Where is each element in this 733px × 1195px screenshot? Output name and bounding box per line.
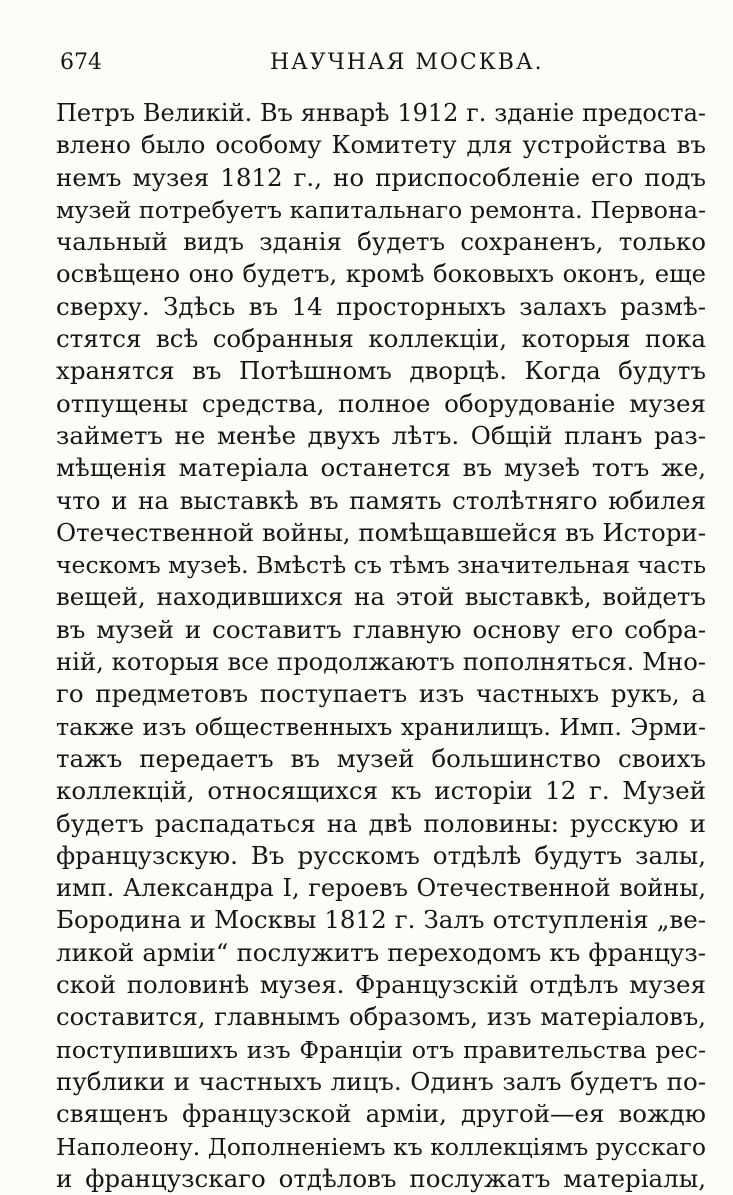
text-line: Бородина и Москвы 1812 г. Залъ отступленія „ве- [56, 905, 706, 935]
text-line: имп. Александра I, героевъ Отечественной войны, [56, 874, 706, 903]
text-line: ской половинѣ музея. Французскій отдѣлъ музея [56, 970, 706, 1000]
page-number: 674 [60, 50, 102, 75]
text-line: вещей, находившихся на этой выставкѣ, войдетъ [56, 582, 706, 612]
text-line: въ музей и составитъ главную основу его собра- [56, 614, 706, 644]
text-line: хранятся въ Потѣшномъ дворцѣ. Когда будутъ [56, 356, 706, 386]
text-line: что и на выставкѣ въ память столѣтняго юбилея [56, 485, 706, 515]
running-title: НАУЧНАЯ МОСКВА. [270, 50, 544, 75]
text-line: музей потребуетъ капитальнаго ремонта. Первона- [56, 195, 706, 224]
text-line: ликой арміи“ послужитъ переходомъ къ француз- [56, 937, 706, 967]
text-line: немъ музея 1812 г., но приспособленіе его подъ [56, 162, 706, 192]
text-line: го предметовъ поступаетъ изъ частныхъ рукъ, а [56, 679, 706, 709]
text-line: публики и частныхъ лицъ. Одинъ залъ будетъ по- [56, 1066, 706, 1096]
text-line: сверху. Здѣсь въ 14 просторныхъ залахъ размѣ- [56, 291, 706, 321]
text-line: Петръ Великій. Въ январѣ 1912 г. зданіе предоста- [56, 99, 706, 127]
text-line: отпущены средства, полное оборудованіе музея [56, 388, 706, 418]
text-line: французскую. Въ русскомъ отдѣлѣ будутъ залы, [56, 840, 706, 870]
text-line: поступившихъ изъ Франціи отъ правительства рес- [56, 1035, 706, 1064]
text-line: чальный видъ зданія будетъ сохраненъ, только [56, 227, 706, 257]
page-header [60, 50, 708, 80]
text-line: ній, которыя все продолжаютъ пополняться. Мно- [56, 647, 706, 677]
text-line: Наполеону. Дополненіемъ къ коллекціямъ русскаго [56, 1132, 706, 1161]
text-line: влено было особому Комитету для устройства въ [56, 130, 706, 160]
text-line: освѣщено оно будетъ, кромѣ боковыхъ оконъ, еще [56, 259, 706, 289]
text-line: коллекцій, относящихся къ исторіи 12 г. Музей [56, 776, 706, 806]
text-line: займетъ не менѣе двухъ лѣтъ. Общій планъ раз- [56, 420, 706, 450]
text-line: и французскаго отдѣловъ послужатъ матеріалы, [56, 1163, 706, 1193]
text-line: также изъ общественныхъ хранилищъ. Имп. Эрми- [56, 712, 706, 741]
text-line: ческомъ музеѣ. Вмѣстѣ съ тѣмъ значительная часть [56, 551, 706, 580]
text-line: мѣщенія матеріала останется въ музеѣ тотъ же, [56, 453, 706, 483]
body-text [56, 97, 706, 1195]
text-line: священъ французской арміи, другой—ея вождю [56, 1099, 706, 1129]
text-line: тажъ передаетъ въ музей большинство своихъ [56, 743, 706, 773]
text-line: Отечественной войны, помѣщавшейся въ Истори- [56, 517, 706, 547]
text-line: будетъ распадаться на двѣ половины: русскую и [56, 808, 706, 838]
text-line: стятся всѣ собранныя коллекціи, которыя пока [56, 324, 706, 354]
text-line: составится, главнымъ образомъ, изъ матеріаловъ, [56, 1002, 706, 1032]
